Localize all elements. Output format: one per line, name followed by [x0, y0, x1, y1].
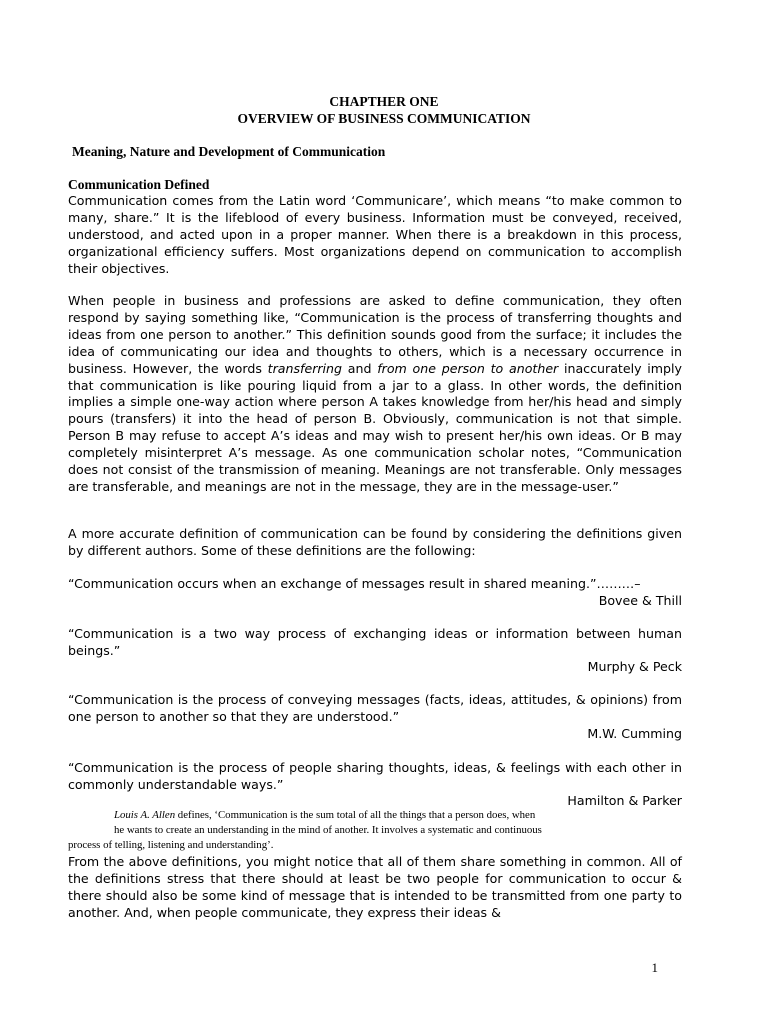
definition-quote: “Communication is a two way process of exchanging ideas or information between human beings.”	[68, 626, 682, 658]
paragraph-text: and	[342, 360, 378, 376]
section-heading: Meaning, Nature and Development of Communication	[72, 144, 386, 159]
chapter-subtitle: OVERVIEW OF BUSINESS COMMUNICATION	[237, 111, 531, 126]
subsection-heading: Communication Defined	[68, 177, 210, 192]
allen-quote-text: defines, ‘Communication is the sum total of all the things that a person does, when	[175, 809, 536, 821]
italic-term: transferring	[267, 360, 343, 376]
definition-author: M.W. Cumming	[587, 726, 682, 741]
chapter-title: CHAPTHER ONE	[329, 94, 439, 109]
allen-name: Louis A. Allen	[114, 809, 176, 821]
definition-quote: “Communication occurs when an exchange of messages result in shared meaning.”………–	[68, 576, 641, 591]
paragraph-common-elements: From the above definitions, you might notice that all of them share something in common. All of the definitions stress that there should at least be two people for communication to occur & there should also be some kind of message that is intended to be transmitted from one party to another. And, when people communicate, they express their ideas &	[68, 854, 682, 920]
definition-author: Hamilton & Parker	[567, 793, 682, 808]
paragraph-text: When people in business and professions are asked to define communication, they often respond by saying something like, “Communication is the process of transferring thoughts and ideas from one person to another.” This definition sounds good from the surface; it includes the idea of communicating our idea and thoughts to others, which is a necessary occurrence in business. However, the words	[68, 293, 682, 376]
allen-quote-line-2: he wants to create an understanding in the mind of another. It involves a systematic and continuous	[114, 824, 542, 836]
allen-quote-line-1	[114, 808, 734, 823]
paragraph-definition-intro: Communication comes from the Latin word ‘Communicare’, which means “to make common to many, share.” It is the lifeblood of every business. Information must be conveyed, received, understood, and acted upon in a proper manner. When there is a breakdown in this process, organizational efficiency suffers. Most organizations depend on communication to accomplish their objectives.	[68, 193, 682, 276]
paragraph-text: inaccurately imply that communication is like pouring liquid from a jar to a glass. In other words, the definition implies a simple one-way action where person A takes knowledge from her/his head and simply pours (transfers) it into the head of person B. Obviously, communication is not that simple. Person B may refuse to accept A’s ideas and may wish to present her/his own ideas. Or B may completely misinterpret A’s message. As one communication scholar notes, “Communication does not consist of the transmission of meaning. Meanings are not transferable. Only messages are transferable, and meanings are not in the message, they are in the message-user.”	[68, 360, 683, 494]
page-number: 1	[651, 960, 658, 975]
paragraph-more-definitions: A more accurate definition of communication can be found by considering the definitions given by different authors. Some of these definitions are the following:	[68, 526, 682, 558]
definition-quote: “Communication is the process of people sharing thoughts, ideas, & feelings with each other in commonly understandable ways.”	[68, 760, 682, 792]
paragraph-transfer-definition	[68, 293, 682, 496]
definition-author: Bovee & Thill	[598, 593, 682, 608]
allen-quote-line-3: process of telling, listening and understanding’.	[68, 839, 274, 851]
italic-term: from one person to another	[377, 360, 559, 376]
definition-quote: “Communication is the process of conveying messages (facts, ideas, attitudes, & opinions) from one person to another so that they are understood.”	[68, 692, 682, 724]
definition-author: Murphy & Peck	[587, 659, 682, 674]
